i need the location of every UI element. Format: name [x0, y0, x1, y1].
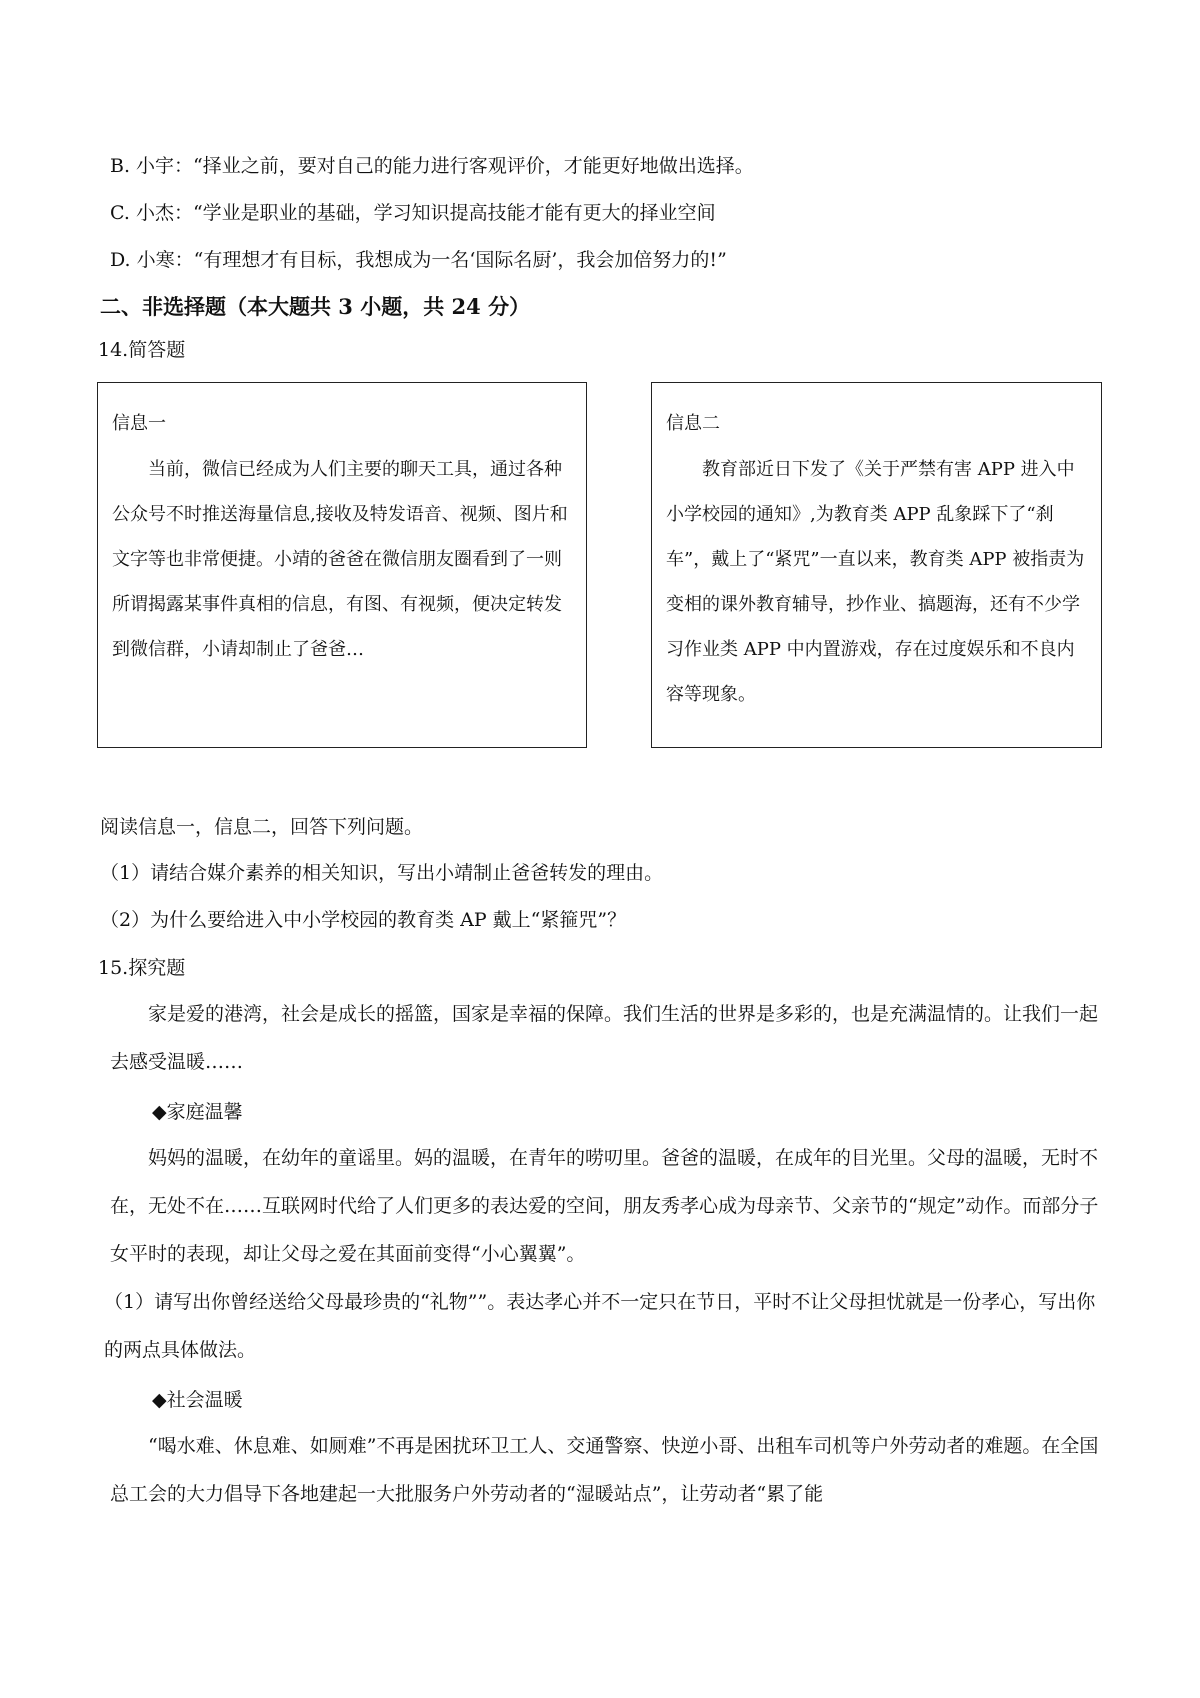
- family-heading: ◆家庭温馨: [152, 1101, 243, 1123]
- q14-sub1: （1）请结合媒介素养的相关知识，写出小靖制止爸爸转发的理由。: [100, 862, 664, 884]
- family-text: 妈妈的温暖，在幼年的童谣里。妈的温暖，在青年的唠叨里。爸爸的温暖，在成年的目光里。父母的温暖，无时不在，无处不在……互联网时代给了人们更多的表达爱的空间，朋友秀孝心成为母亲节、父亲节的“规定”动作。而部分子女平时的表现，却让父母之爱在其面前变得“小心翼翼”。: [110, 1147, 1099, 1265]
- family-question-1: （1）请写出你曾经送给父母最珍贵的“礼物””。表达孝心并不一定只在节日，平时不让父母担忧就是一份孝心，写出你的两点具体做法。: [104, 1291, 1096, 1361]
- info-box-1: [97, 382, 587, 748]
- q15-title: 15.探究题: [98, 957, 186, 979]
- q14-title: 14.简答题: [98, 339, 186, 361]
- society-heading: ◆社会温暖: [152, 1389, 243, 1411]
- q14-prompt: 阅读信息一，信息二，回答下列问题。: [100, 816, 424, 838]
- q14-sub2: （2）为什么要给进入中小学校园的教育类 AP 戴上“紧箍咒”？: [100, 909, 627, 931]
- option-d: D. 小寒：“有理想才有目标，我想成为一名‘国际名厨’，我会加倍努力的!”: [110, 249, 727, 271]
- society-text: “喝水难、休息难、如厕难”不再是困扰环卫工人、交通警察、快逆小哥、出租车司机等户外劳动者的难题。在全国总工会的大力倡导下各地建起一大批服务户外劳动者的“湿暖站点”，让劳动者“累了能: [110, 1435, 1099, 1505]
- info-box-1-body: 当前，微信已经成为人们主要的聊天工具，通过各种公众号不时推送海量信息,接收及特发语音、视频、图片和文字等也非常便捷。小靖的爸爸在微信朋友圈看到了一则所谓揭露某事件真相的信息，有图、有视频，便决定转发到微信群，小请却制止了爸爸…: [112, 459, 568, 660]
- info-box-2: [651, 382, 1102, 748]
- info-box-1-title: 信息一: [112, 413, 166, 434]
- info-box-2-body: 教育部近日下发了《关于严禁有害 APP 进入中小学校园的通知》,为教育类 APP 乱象踩下了“刹车”，戴上了“紧咒”一直以来，教育类 APP 被指责为变相的课外教育辅导，抄作业、搞题海，还有不少学习作业类 APP 中内置游戏，存在过度娱乐和不良内容等现象。: [666, 459, 1085, 705]
- option-c: C. 小杰：“学业是职业的基础，学习知识提高技能才能有更大的择业空间: [110, 202, 716, 224]
- q15-intro: 家是爱的港湾，社会是成长的摇篮，国家是幸福的保障。我们生活的世界是多彩的，也是充满温情的。让我们一起去感受温暖……: [110, 1003, 1099, 1073]
- section-title: 二、非选择题（本大题共 3 小题，共 24 分）: [100, 294, 531, 319]
- option-b: B. 小宇：“择业之前，要对自己的能力进行客观评价，才能更好地做出选择。: [110, 155, 754, 177]
- info-box-2-title: 信息二: [666, 413, 720, 434]
